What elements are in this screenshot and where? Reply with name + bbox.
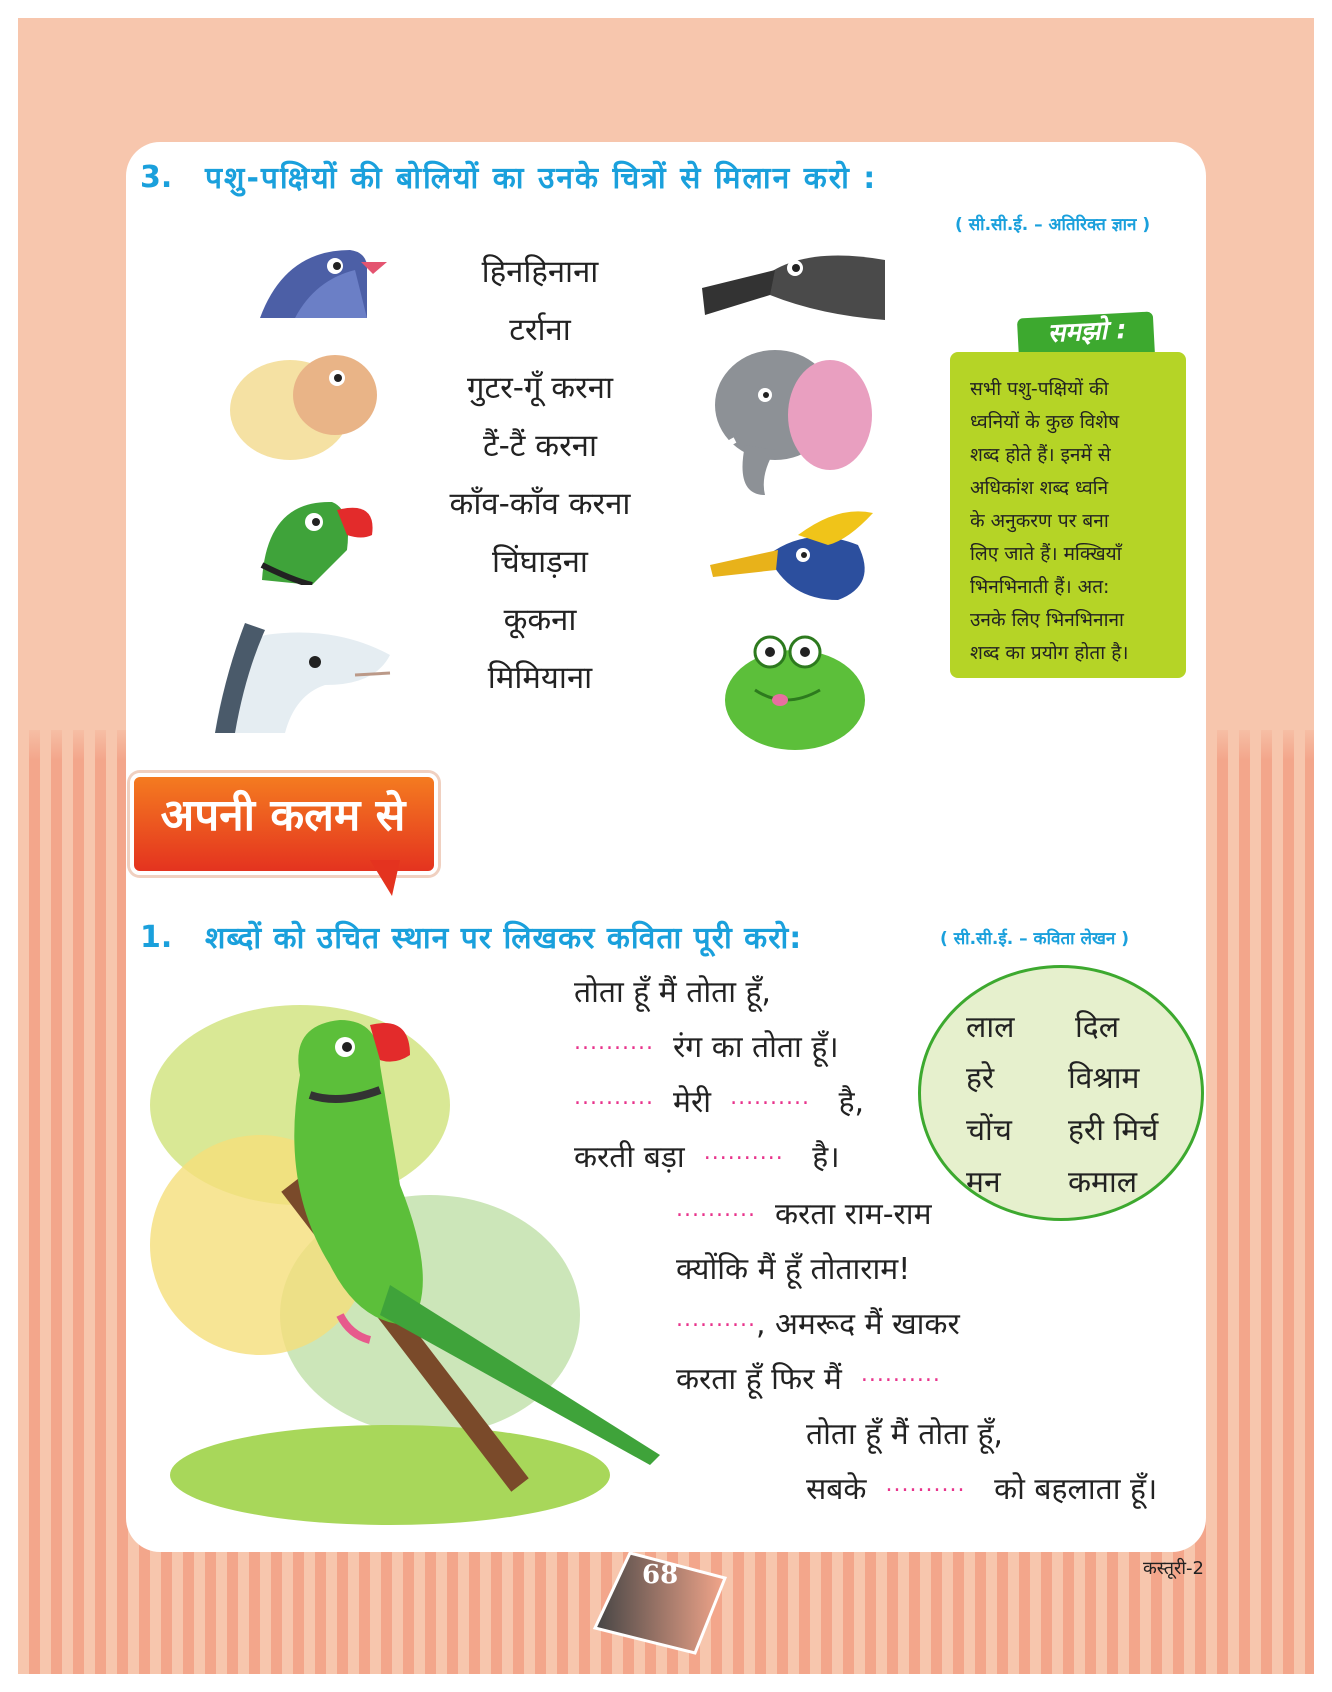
samjho-line-8: उनके लिए भिनभिनाना: [970, 609, 1124, 631]
blank-7[interactable]: ..........: [860, 1362, 941, 1387]
samjho-line-7: भिनभिनाती हैं। अत:: [970, 576, 1110, 598]
poem-line-10b: को बहलाता हूँ।: [994, 1472, 1158, 1507]
poem-line-5-row: [676, 1192, 932, 1233]
word-bank-5: चोंच: [966, 1113, 1012, 1148]
blank-6[interactable]: ..........: [676, 1307, 756, 1332]
poem-line-6: क्योंकि मैं हूँ तोताराम!: [676, 1252, 911, 1287]
poem-line-2-row: [574, 1025, 839, 1066]
poem-line-8: करता हूँ फिर मैं: [676, 1362, 842, 1397]
poem-line-5: करता राम-राम: [775, 1197, 932, 1232]
myna-bird-icon: [708, 505, 878, 605]
page-number: 68: [642, 1560, 679, 1590]
blank-4[interactable]: ..........: [703, 1140, 784, 1165]
samjho-line-3: शब्द होते हैं। इनमें से: [970, 444, 1111, 466]
word-bank-7: मन: [966, 1165, 1001, 1200]
poem-line-4b: है।: [812, 1140, 840, 1175]
parrot-illustration: [140, 985, 720, 1525]
poem-line-4-row: [574, 1135, 840, 1176]
word-6: चिंघाड़ना: [492, 544, 588, 580]
word-bank-3: हरे: [966, 1061, 995, 1096]
poem-line-9: तोता हूँ मैं तोता हूँ,: [806, 1417, 1003, 1452]
exercise3-number: 3.: [140, 160, 173, 195]
poem-line-7-row: [676, 1302, 960, 1343]
word-2: टर्राना: [509, 312, 571, 348]
samjho-line-4: अधिकांश शब्द ध्वनि: [970, 477, 1109, 499]
poem-line-3-row: [574, 1080, 864, 1121]
word-bank-4: विश्राम: [1068, 1061, 1140, 1096]
word-5: काँव-काँव करना: [449, 486, 631, 522]
poem-line-10-row: [806, 1467, 1157, 1508]
exercise1-number: 1.: [140, 920, 173, 955]
word-bank-1: लाल: [966, 1010, 1015, 1045]
blank-8[interactable]: ..........: [885, 1472, 966, 1497]
elephant-icon: [705, 345, 875, 505]
banner-pointer: [370, 860, 410, 900]
blank-5[interactable]: ..........: [676, 1197, 756, 1222]
exercise1-title: शब्दों को उचित स्थान पर लिखकर कविता पूरी करो:: [205, 921, 803, 956]
word-bank-6: हरी मिर्च: [1068, 1113, 1159, 1148]
samjho-line-5: के अनुकरण पर बना: [970, 510, 1109, 532]
word-8: मिमियाना: [487, 660, 593, 696]
poem-line-1: तोता हूँ मैं तोता हूँ,: [574, 975, 771, 1010]
poem-line-3b: है,: [838, 1085, 865, 1120]
sheep-icon: [225, 340, 385, 460]
samjho-title: समझो :: [1046, 314, 1128, 350]
samjho-line-6: लिए जाते हैं। मक्खियाँ: [970, 543, 1122, 565]
word-7: कूकना: [503, 602, 577, 638]
blank-2[interactable]: ..........: [574, 1085, 654, 1110]
word-1: हिनहिनाना: [481, 254, 599, 290]
word-4: टैं-टैं करना: [482, 428, 597, 464]
blank-1[interactable]: ..........: [574, 1030, 654, 1055]
crow-icon: [700, 240, 890, 325]
word-bank-2: दिल: [1075, 1010, 1120, 1045]
word-bank-circle: [918, 965, 1204, 1221]
banner-label: अपनी कलम से: [160, 790, 406, 841]
word-bank-8: कमाल: [1068, 1165, 1138, 1200]
frog-icon: [710, 630, 880, 760]
exercise1-tag: ( सी.सी.ई. – कविता लेखन ): [940, 929, 1130, 949]
horse-icon: [205, 615, 395, 735]
poem-line-10a: सबके: [806, 1472, 867, 1507]
exercise3-title: पशु-पक्षियों की बोलियों का उनके चित्रों से मिलान करो :: [205, 161, 878, 196]
poem-line-7: , अमरूद मैं खाकर: [755, 1307, 960, 1342]
samjho-line-2: ध्वनियों के कुछ विशेष: [970, 411, 1120, 433]
exercise3-tag: ( सी.सी.ई. – अतिरिक्त ज्ञान ): [955, 215, 1151, 235]
samjho-line-1: सभी पशु-पक्षियों की: [970, 378, 1109, 400]
samjho-line-9: शब्द का प्रयोग होता है।: [970, 642, 1129, 664]
book-title: कस्तूरी-2: [1142, 1558, 1204, 1579]
pigeon-icon: [255, 240, 395, 320]
poem-line-3a: मेरी: [673, 1085, 711, 1120]
poem-line-2: रंग का तोता हूँ।: [673, 1030, 839, 1065]
poem-line-4a: करती बड़ा: [574, 1140, 685, 1175]
word-3: गुटर-गूँ करना: [467, 370, 613, 406]
parrot-head-icon: [252, 490, 382, 585]
poem-line-8-row: [676, 1357, 941, 1398]
blank-3[interactable]: ..........: [730, 1085, 811, 1110]
